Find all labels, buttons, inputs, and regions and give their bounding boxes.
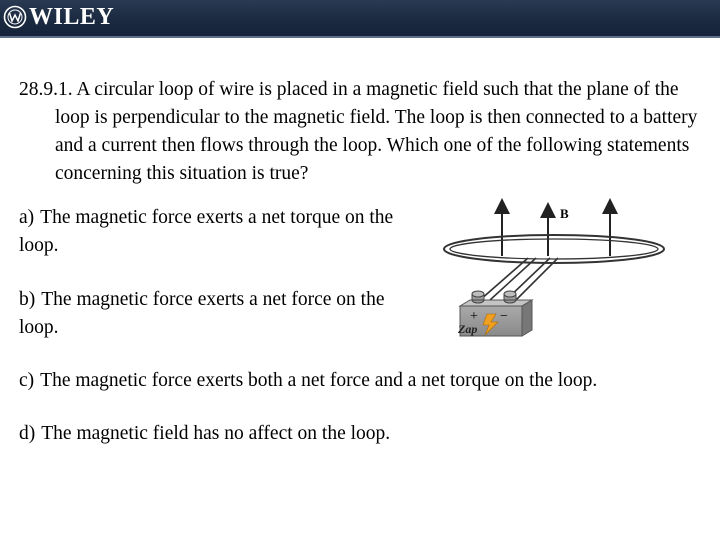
choice-c-text: The magnetic force exerts both a net force and a net torque on the loop. <box>40 370 598 391</box>
question-block <box>19 76 709 188</box>
field-label: B <box>560 206 569 221</box>
choice-b-letter: b) <box>19 289 36 310</box>
field-arrow-icon <box>502 206 610 256</box>
minus-sign: − <box>500 309 508 324</box>
choice-b-text: The magnetic force exerts a net force on the loop. <box>19 289 385 338</box>
wire-leads <box>480 258 558 300</box>
battery-brand: Zap <box>458 322 478 336</box>
choice-c-letter: c) <box>19 370 35 391</box>
choice-d-text: The magnetic field has no affect on the loop. <box>41 423 391 444</box>
plus-sign: + <box>470 309 478 324</box>
choice-a <box>19 204 419 260</box>
choice-c <box>19 367 719 395</box>
figure-svg <box>440 196 672 346</box>
question-text: 28.9.1. A circular loop of wire is placed in a magnetic field such that the plane of the loop is perpendicular to the magnetic field. The loop is then connected to a battery and a current then flows through the loop. Which one of the following statements concerning this situation is true? <box>19 79 698 184</box>
choice-a-text: The magnetic force exerts a net torque on the loop. <box>19 207 394 256</box>
choice-a-letter: a) <box>19 207 35 228</box>
header-bar <box>0 0 720 38</box>
choice-d-letter: d) <box>19 423 36 444</box>
choice-d <box>19 420 719 448</box>
wire-loop <box>444 235 664 263</box>
brand-name: WILEY <box>29 4 115 30</box>
choice-b <box>19 286 419 342</box>
wiley-logo <box>3 2 114 32</box>
loop-battery-figure <box>440 196 672 346</box>
wiley-seal-icon <box>3 5 27 29</box>
